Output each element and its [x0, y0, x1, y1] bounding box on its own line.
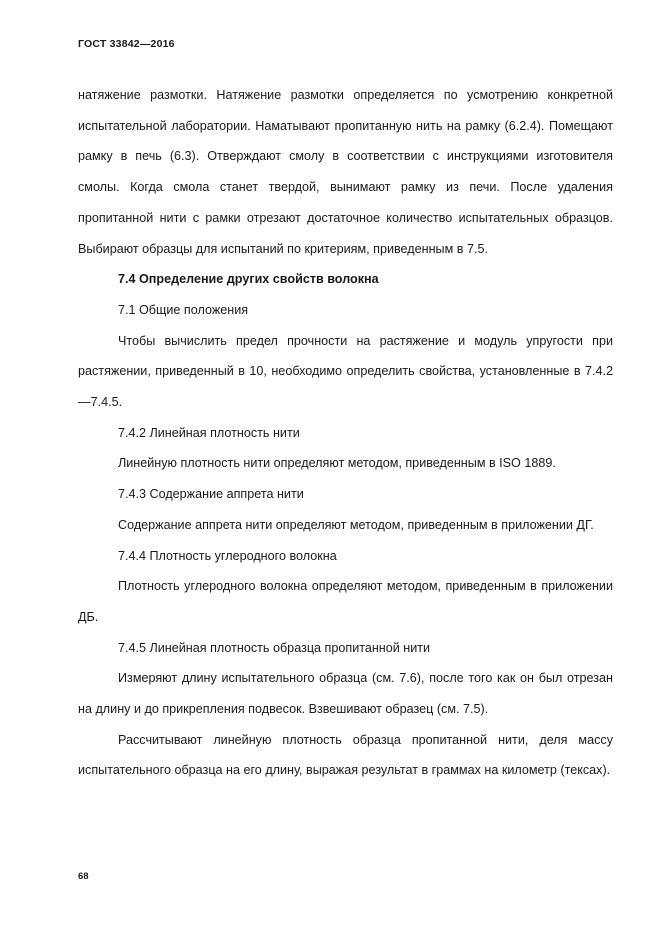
- subsection-heading-7-4-4: 7.4.4 Плотность углеродного волокна: [118, 548, 337, 563]
- subsection-heading-7-4-3: 7.4.3 Содержание аппрета нити: [118, 487, 304, 502]
- paragraph-linear-density: Линейную плотность нити определяют методом, приведенным в ISO 1889.: [118, 456, 556, 471]
- page-number: 68: [78, 871, 89, 882]
- subsection-heading-7-4-5: 7.4.5 Линейная плотность образца пропитанной нити: [118, 640, 431, 655]
- paragraph-measure-length: Измеряют длину испытательного образца (см. 7.6), после того как он был отрезан на длину и до прикрепления подвесок. Взвешивают образец (см. 7.5).: [78, 671, 613, 717]
- paragraph-continuation: натяжение размотки. Натяжение размотки определяется по усмотрению конкретной испытательной лаборатории. Наматывают пропитанную нить на рамку (6.2.4). Помещают рамку в печь (6.3). Отверждают смолу в соответствии с инструкциями изготовителя смолы. Когда смола станет твердой, вынимают рамку из печи. После удаления пропитанной нити с рамки отрезают достаточное количество испытательных образцов. Выбирают образцы для испытаний по критериям, приведенным в 7.5.: [78, 88, 613, 256]
- paragraph-fiber-density: Плотность углеродного волокна определяют методом, приведенным в приложении ДБ.: [78, 579, 613, 624]
- section-heading-7-4: 7.4 Определение других свойств волокна: [118, 272, 379, 287]
- subsection-heading-7-4-2: 7.4.2 Линейная плотность нити: [118, 425, 300, 440]
- paragraph-sizing-content: Содержание аппрета нити определяют методом, приведенным в приложении ДГ.: [118, 517, 594, 532]
- subsection-heading-general: 7.1 Общие положения: [118, 302, 249, 317]
- paragraph-calculate-density: Рассчитывают линейную плотность образца пропитанной нити, деля массу испытательного образца на его длину, выражая результат в граммах на километр (тексах).: [78, 732, 613, 778]
- document-body: [78, 80, 613, 786]
- document-header: ГОСТ 33842—2016: [78, 38, 175, 50]
- paragraph-properties: Чтобы вычислить предел прочности на растяжение и модуль упругости при растяжении, приведенный в 10, необходимо определить свойства, установленные в 7.4.2—7.4.5.: [78, 333, 613, 410]
